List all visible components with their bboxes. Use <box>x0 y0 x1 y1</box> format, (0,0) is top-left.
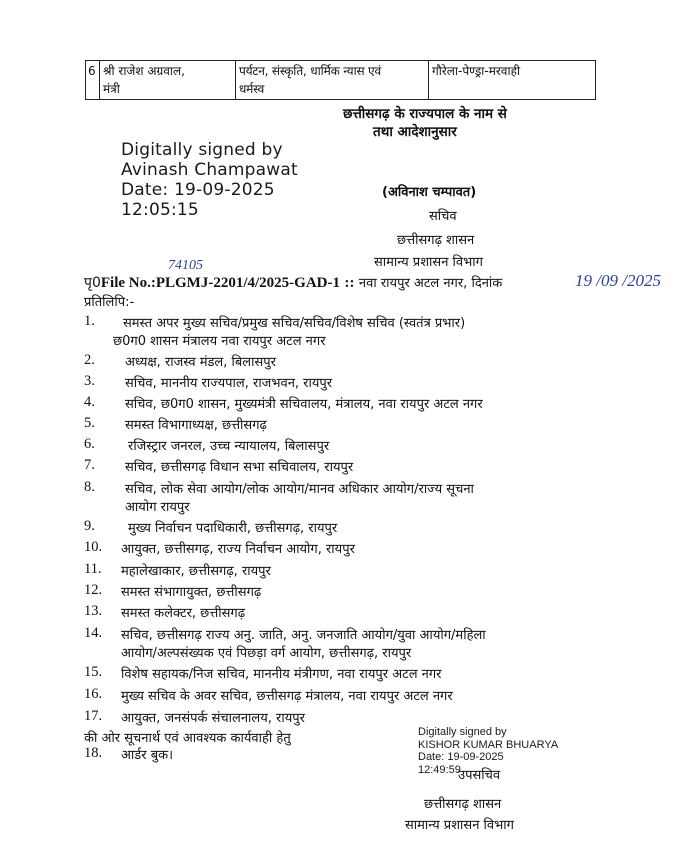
list-item-number: 13. <box>84 603 103 619</box>
digital-signature-1 <box>121 140 298 220</box>
list-item: महालेखाकार, छत्तीसगढ़, रायपुर <box>121 564 271 579</box>
minister-table-row <box>85 60 596 100</box>
dsig1-line1: Digitally signed by <box>121 140 283 160</box>
dsig2-line4: 12:49:59 <box>418 763 461 776</box>
reference-prefix: पृ0 <box>84 275 101 291</box>
list-item: रजिस्ट्रार जनरल, उच्च न्यायालय, बिलासपुर <box>128 439 330 454</box>
file-number: File No.:PLGMJ-2201/4/2025-GAD-1 <box>100 275 340 291</box>
list-item-number: 9. <box>84 518 95 534</box>
dsig1-line3: Date: 19-09-2025 <box>121 180 275 200</box>
portfolio <box>236 61 429 99</box>
handwritten-number: 74105 <box>168 258 203 273</box>
minister-name-line2: मंत्री <box>103 82 120 96</box>
signatory-department: सामान्य प्रशासन विभाग <box>374 255 483 270</box>
reference-line <box>84 273 502 292</box>
list-item-number: 3. <box>84 373 95 389</box>
dsig2-line2: KISHOR KUMAR BHUARYA <box>418 738 559 751</box>
signatory-designation: सचिव <box>429 209 457 224</box>
constituency: गौरेला-पेण्ड्रा-मरवाही <box>432 64 521 78</box>
list-item-continuation: छ0ग0 शासन मंत्रालय नवा रायपुर अटल नगर <box>113 334 326 349</box>
signatory-government: छत्तीसगढ़ शासन <box>397 233 475 248</box>
portfolio-line2: धर्मस्व <box>239 82 265 96</box>
list-item: समस्त विभागाध्यक्ष, छत्तीसगढ़ <box>125 418 267 433</box>
minister-name <box>100 61 236 99</box>
list-item-number: 4. <box>84 394 95 410</box>
row-number: 6 <box>86 61 100 99</box>
list-item-number: 8. <box>84 479 95 495</box>
list-item-number: 11. <box>84 561 102 577</box>
list-item: मुख्य सचिव के अवर सचिव, छत्तीसगढ़ मंत्रालय, नवा रायपुर अटल नगर <box>121 689 453 704</box>
list-item: सचिव, छत्तीसगढ़ राज्य अनु. जाति, अनु. जनजाति आयोग/युवा आयोग/महिला <box>121 628 486 643</box>
item18-text: आर्डर बुक। <box>121 748 174 763</box>
list-item-number: 17. <box>84 708 103 724</box>
item18-number: 18. <box>84 745 103 761</box>
list-item-number: 1. <box>84 313 95 329</box>
list-item: अध्यक्ष, राजस्व मंडल, बिलासपुर <box>125 355 276 370</box>
portfolio-line1: पर्यटन, संस्कृति, धार्मिक न्यास एवं <box>239 64 381 78</box>
list-item-number: 12. <box>84 582 103 598</box>
list-item-number: 2. <box>84 352 95 368</box>
dsig1-line4: 12:05:15 <box>121 200 199 220</box>
list-item: सचिव, छत्तीसगढ़ विधान सभा सचिवालय, रायपुर <box>125 460 354 475</box>
list-item: समस्त अपर मुख्य सचिव/प्रमुख सचिव/सचिव/विशेष सचिव (स्वतंत्र प्रभार) <box>123 316 466 331</box>
dsig1-line2: Avinash Champawat <box>121 160 298 180</box>
list-item-number: 15. <box>84 664 103 680</box>
list-item-number: 7. <box>84 457 95 473</box>
reference-separator: :: <box>344 275 355 291</box>
minister-name-line1: श्री राजेश अग्रवाल, <box>103 64 185 78</box>
signatory2-designation: उपसचिव <box>458 768 501 783</box>
signatory-name: (अविनाश चम्पावत) <box>382 185 477 200</box>
dsig2-line1: Digitally signed by <box>418 726 507 738</box>
reference-place-date: नवा रायपुर अटल नगर, दिनांक <box>358 276 503 291</box>
copy-heading: प्रतिलिपि:- <box>84 295 135 310</box>
list-item-number: 14. <box>84 625 103 641</box>
list-item-number: 10. <box>84 539 103 555</box>
list-item: सचिव, छ0ग0 शासन, मुख्यमंत्री सचिवालय, मंत्रालय, नवा रायपुर अटल नगर <box>125 397 483 412</box>
list-item: आयुक्त, छत्तीसगढ़, राज्य निर्वाचन आयोग, रायपुर <box>121 542 355 557</box>
signatory2-government: छत्तीसगढ़ शासन <box>424 797 502 812</box>
order-line-2: तथा आदेशानुसार <box>373 124 457 140</box>
list-item-continuation: आयोग रायपुर <box>125 500 190 515</box>
list-item: सचिव, माननीय राज्यपाल, राजभवन, रायपुर <box>125 376 333 391</box>
handwritten-date: 19 /09 /2025 <box>575 271 661 290</box>
list-item-number: 6. <box>84 436 95 452</box>
signatory2-department: सामान्य प्रशासन विभाग <box>405 818 514 833</box>
dsig2-line3: Date: 19-09-2025 <box>418 751 504 763</box>
list-item: समस्त कलेक्टर, छत्तीसगढ़ <box>121 606 246 621</box>
list-item-continuation: आयोग/अल्पसंख्यक एवं पिछड़ा वर्ग आयोग, छत्तीसगढ़, रायपुर <box>121 646 412 661</box>
order-line-1: छत्तीसगढ़ के राज्यपाल के नाम से <box>343 106 507 122</box>
info-line: की ओर सूचनार्थ एवं आवश्यक कार्यवाही हेतु <box>84 731 291 746</box>
list-item: समस्त संभागायुक्त, छत्तीसगढ़ <box>121 585 262 600</box>
list-item: आयुक्त, जनसंपर्क संचालनालय, रायपुर <box>121 711 305 726</box>
list-item: विशेष सहायक/निज सचिव, माननीय मंत्रीगण, नवा रायपुर अटल नगर <box>121 667 442 682</box>
list-item-number: 16. <box>84 686 103 702</box>
list-item: मुख्य निर्वाचन पदाधिकारी, छत्तीसगढ़, रायपुर <box>128 521 338 536</box>
list-item: सचिव, लोक सेवा आयोग/लोक आयोग/मानव अधिकार आयोग/राज्य सूचना <box>125 482 474 497</box>
list-item-number: 5. <box>84 415 95 431</box>
